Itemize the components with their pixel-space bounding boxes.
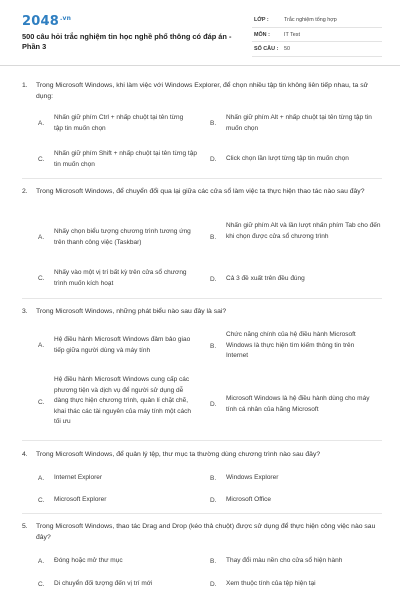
meta-row-count (252, 42, 382, 57)
option-text: Microsoft Windows là hệ điều hành dùng cho máy tính cá nhân của hãng Microsoft (226, 395, 370, 413)
question-4 (22, 449, 382, 460)
option-letter: A. (38, 557, 45, 565)
option-2c[interactable] (38, 268, 198, 290)
option-letter: C. (38, 155, 45, 163)
option-text: Nhấy vào một vị trí bất kỳ trên cửa sổ chương trình muốn kích hoạt (54, 269, 187, 287)
question-number: 2. (22, 188, 28, 195)
option-text: Xem thuộc tính của tệp hiện tại (226, 580, 316, 587)
option-text: Di chuyển đối tượng đến vị trí mới (54, 580, 153, 587)
option-text: Hệ điều hành Microsoft Windows đảm bảo giao tiếp giữa người dùng và máy tính (54, 336, 191, 354)
meta-table (252, 13, 382, 57)
option-1a[interactable] (38, 113, 188, 135)
option-letter: D. (210, 496, 217, 504)
option-4b[interactable] (210, 473, 380, 484)
option-1b[interactable] (210, 113, 380, 135)
option-letter: B. (210, 342, 217, 350)
option-text: Nhấn giữ phím Alt và lần lượt nhấn phím Tab cho đến khi chọn được cửa sổ chương trình (226, 222, 381, 240)
meta-value: 50 (284, 46, 290, 52)
meta-row-class (252, 13, 382, 28)
option-letter: A. (38, 233, 45, 241)
question-text: Trong Microsoft Windows, thao tác Drag and Drop (kéo thả chuột) được sử dụng để thực hiện công việc nào sau đây? (36, 523, 376, 541)
question-number: 1. (22, 82, 28, 89)
option-5b[interactable] (210, 556, 380, 567)
option-letter: B. (210, 233, 217, 241)
question-text: Trong Microsoft Windows, những phát biểu nào sau đây là sai? (36, 308, 227, 315)
option-4c[interactable] (38, 495, 198, 506)
question-1 (22, 80, 382, 100)
option-letter: D. (210, 275, 217, 283)
option-letter: C. (38, 496, 45, 504)
option-text: Nhấn giữ phím Alt + nhấp chuột tại tên từng tập tin muốn chọn (226, 114, 372, 132)
option-2b[interactable] (210, 221, 382, 254)
question-divider (22, 298, 382, 299)
option-text: Cả 3 đề xuất trên đều đúng (226, 275, 305, 282)
option-1d[interactable] (210, 154, 382, 165)
option-4d[interactable] (210, 495, 380, 506)
question-text: Trong Microsoft Windows, khi làm việc với Windows Explorer, để chọn nhiều tập tin không liên tiếp nhau, ta sử dụng: (36, 82, 369, 100)
option-letter: A. (38, 341, 45, 349)
question-divider (22, 178, 382, 179)
question-3 (22, 306, 382, 317)
question-divider (22, 440, 382, 441)
option-2d[interactable] (210, 274, 380, 285)
meta-key: MÔN : (254, 31, 270, 38)
option-3d[interactable] (210, 394, 382, 416)
option-text: Click chọn lần lượt từng tập tin muốn chọn (226, 155, 349, 162)
option-5d[interactable] (210, 579, 380, 590)
question-divider (22, 513, 382, 514)
question-text: Trong Microsoft Windows, để quản lý tệp, thư mục ta thường dùng chương trình nào sau đây? (36, 451, 321, 458)
site-logo[interactable] (22, 14, 71, 29)
option-3a[interactable] (38, 335, 198, 357)
page-title: 500 câu hỏi trắc nghiệm tin học nghề phổ thông có đáp án - Phần 3 (22, 32, 232, 51)
meta-key: LỚP : (254, 17, 269, 23)
option-letter: B. (210, 557, 217, 565)
option-letter: C. (38, 274, 45, 282)
option-text: Windows Explorer (226, 474, 279, 481)
meta-key: SỐ CÂU : (254, 46, 279, 52)
option-text: Microsoft Explorer (54, 496, 107, 503)
option-text: Internet Explorer (54, 474, 103, 481)
option-text: Nhấy chọn biểu tượng chương trình tương ứng trên thanh công việc (Taskbar) (54, 228, 191, 246)
header (0, 0, 400, 66)
question-number: 3. (22, 308, 28, 315)
option-2a[interactable] (38, 227, 198, 249)
option-letter: D. (210, 580, 217, 588)
option-letter: A. (38, 119, 45, 127)
option-4a[interactable] (38, 473, 198, 484)
option-5c[interactable] (38, 579, 198, 590)
option-text: Nhấn giữ phím Shift + nhấp chuột tại tên từng tập tin muốn chọn (54, 150, 197, 168)
option-1c[interactable] (38, 149, 198, 171)
option-letter: B. (210, 474, 217, 482)
option-text: Thay đổi màu nền cho cửa sổ hiện hành (226, 557, 343, 564)
logo-main: 2048 (22, 14, 59, 29)
logo-suffix: .vn (59, 14, 72, 22)
option-letter: D. (210, 400, 217, 408)
option-text: Microsoft Office (226, 496, 272, 503)
option-letter: B. (210, 119, 217, 127)
option-text: Nhấn giữ phím Ctrl + nhấp chuột tại tên từng tập tin muốn chọn (54, 114, 184, 132)
question-text: Trong Microsoft Windows, để chuyển đổi qua lại giữa các cửa sổ làm việc ta thực hiện thao tác nào sau đây? (36, 188, 365, 195)
option-text: Hệ điều hành Microsoft Windows cung cấp các phương tiện và dịch vụ để người sử dụng dễ dàng thực hiện chương trình, quản lí chặt chẽ, khai thác các tài nguyên của máy tính một cách tối ưu (54, 376, 191, 425)
question-number: 5. (22, 523, 28, 530)
option-letter: A. (38, 474, 45, 482)
option-letter: D. (210, 155, 217, 163)
question-5 (22, 521, 382, 541)
question-2 (22, 186, 382, 197)
question-number: 4. (22, 451, 28, 458)
option-letter: C. (38, 580, 45, 588)
meta-value: IT Test (284, 31, 300, 38)
option-letter: C. (38, 398, 45, 406)
option-5a[interactable] (38, 556, 198, 567)
meta-row-subject (252, 28, 382, 43)
option-3b[interactable] (210, 330, 382, 363)
option-text: Đóng hoặc mở thư mục (54, 557, 123, 564)
meta-value: Trắc nghiệm tổng hợp (284, 17, 337, 23)
option-3c[interactable] (38, 375, 198, 431)
option-text: Chức năng chính của hệ điều hành Microsoft Windows là thực hiện tìm kiếm thông tin trên Internet (226, 331, 356, 359)
